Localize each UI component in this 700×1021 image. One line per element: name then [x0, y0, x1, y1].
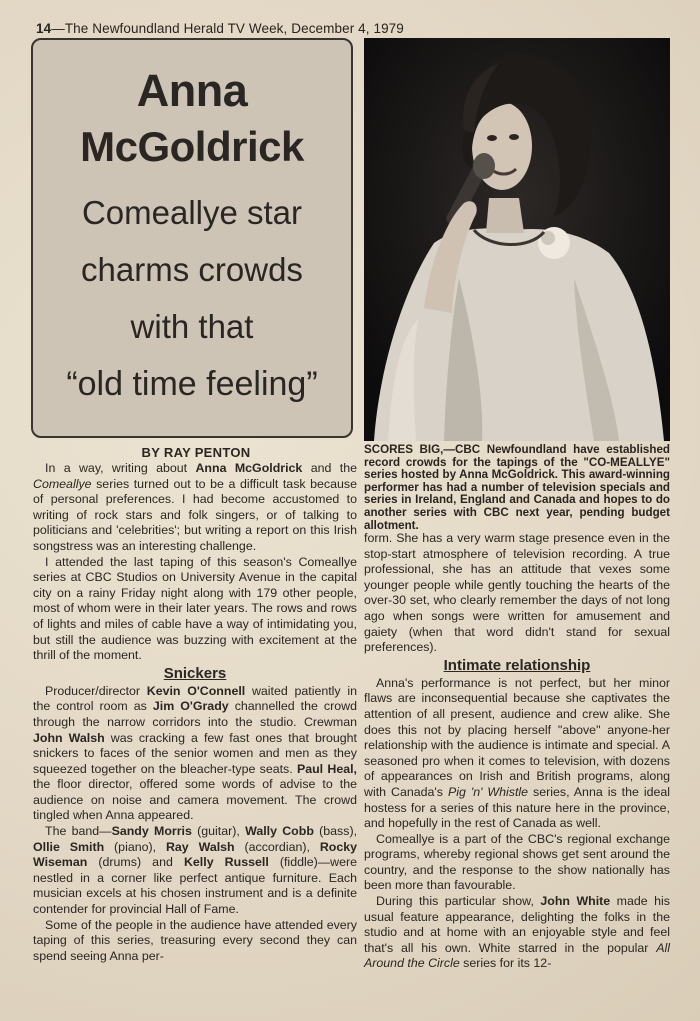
- paragraph: form. She has a very warm stage presence even in the stop-start atmosphere of television recording. A true professional, she has an attitude that vexes some younger people while gently touching the hearts of the over-30 set, who clearly remember the days of not long ago when songs were written for amusement and gaiety (when that word didn't stand for sexual preferences).: [364, 531, 670, 655]
- headline-subtitle-4: “old time feeling”: [66, 365, 318, 403]
- caption-text: —CBC Newfoundland have established record crowds for the tapings of the "CO-MEALLYE" series hosted by Anna McGoldrick. This award-winning performer has had a number of television specials and series in Ireland, England and Canada and hopes to do another series with CBC next year, pending budget allotment.: [364, 443, 670, 532]
- caption-lead: SCORES BIG,: [364, 443, 444, 456]
- page-header: [36, 20, 456, 38]
- headline-name-last: McGoldrick: [80, 123, 304, 170]
- singer-photo: [364, 38, 670, 441]
- paragraph: Comeallye is a part of the CBC's regional exchange programs, whereby regional shows get sent around the country, and the response to the show nationally has been more than favourable.: [364, 831, 670, 893]
- publication-line: —The Newfoundland Herald TV Week, December 4, 1979: [51, 21, 404, 36]
- byline: BY RAY PENTON: [141, 445, 251, 460]
- paragraph: Some of the people in the audience have attended every taping of this series, treasuring every second they can spend seeing Anna per-: [33, 917, 357, 963]
- photo-caption: [364, 444, 670, 532]
- article-column-left: [33, 461, 357, 964]
- photo-illustration: [364, 38, 670, 441]
- paragraph: The band—Sandy Morris (guitar), Wally Cobb (bass), Ollie Smith (piano), Ray Walsh (accordian), Rocky Wiseman (drums) and Kelly Russell (fiddle)—were nestled in a corner like perfect antique furniture. Each musician excels at his chosen instrument and is a definite contender for provincial Hall of Fame.: [33, 824, 358, 917]
- article-column-right: [364, 531, 670, 972]
- headline-subtitle-1: Comeallye star: [81, 194, 303, 231]
- paragraph: Anna's performance is not perfect, but her minor flaws are inconsequential because she captivates the attention of all present, audience and crew alike. She does this not by placing herself "above" anyone-her relationship with the audience is intimate and special. A seasoned pro when it comes to television, with dozens of appearances on Irish and British programs, along with Canada's Pig 'n' Whistle series, Anna is the ideal hostess for a series of this nature here in the province, and hopefully in the rest of Canada as well.: [364, 675, 670, 831]
- headline-name-first: Anna: [136, 65, 248, 116]
- paragraph: During this particular show, John White made his usual feature appearance, delighting the folks in the studio and at home with an enjoyable style and feel that's all his own. White starred in the popular All Around the Circle series for its 12-: [364, 894, 670, 971]
- paragraph: In a way, writing about Anna McGoldrick and the Comeallye series turned out to be a difficult task because of personal preferences. I had become accustomed to writing of rock stars and folk singers, or of talking to politicians and 'celebrities'; but writing a report on this Irish songstress was an interesting challenge.: [33, 461, 357, 553]
- subheading-snickers: Snickers: [163, 664, 227, 682]
- subheading-intimate-relationship: Intimate relationship: [443, 656, 591, 674]
- page-number: 14: [36, 21, 52, 36]
- paragraph: I attended the last taping of this season's Comeallye series at CBC Studios on University Avenue in the capital city on a rainy Friday night along with 179 other people, most of whom were in their later years. The rows and rows of lights and miles of cable have a way of intimidating you, but still the audience was buzzing with excitement at the thrill of the moment.: [33, 554, 357, 663]
- headline-box: [31, 38, 353, 438]
- headline-subtitle-2: charms crowds: [81, 251, 303, 288]
- paragraph: Producer/director Kevin O'Connell waited patiently in the control room as Jim O'Grady channelled the crowd through the narrow corridors into the studio. Crewman John Walsh was cracking a few fast ones that brought snickers to faces of the senior women and men as they squeezed together on the bleacher-type seats. Paul Heal, the floor director, offered some words of advise to the audience on noise and camera movement. The crowd tingled when Anna appeared.: [33, 683, 358, 823]
- headline-subtitle-3: with that: [130, 308, 254, 345]
